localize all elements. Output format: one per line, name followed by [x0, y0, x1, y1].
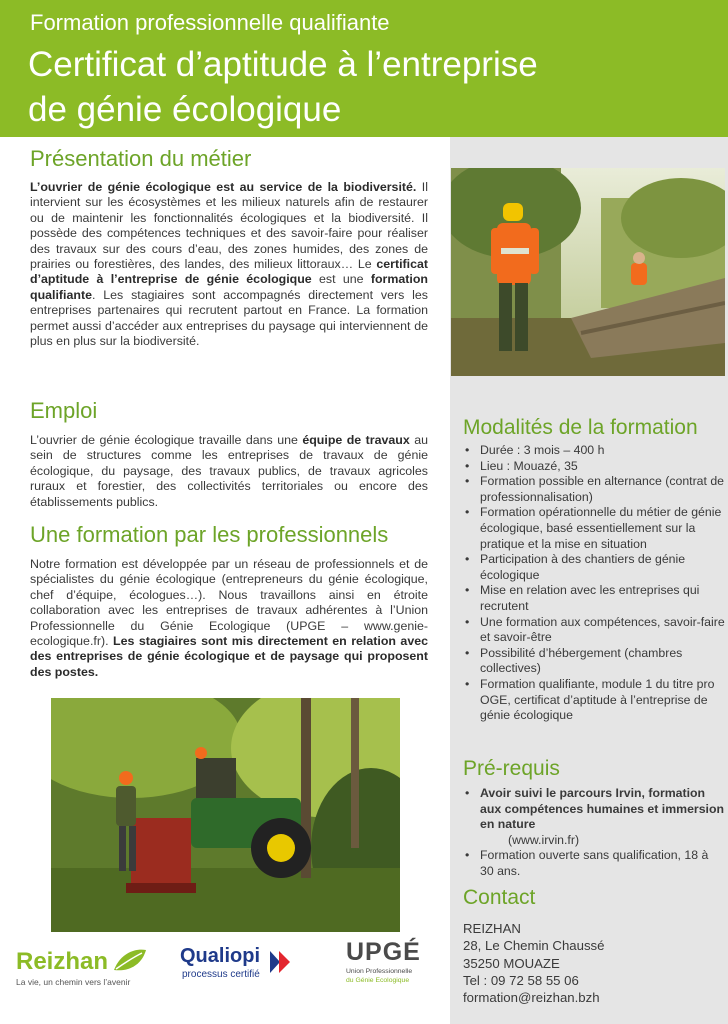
emploi-bold-1: équipe de travaux [302, 433, 410, 447]
contact-name: REIZHAN [463, 921, 521, 936]
list-item: • Formation qualifiante, module 1 du titre pro OGE, certificat d’aptitude à l’entreprise de génie écologique [463, 677, 725, 724]
contact-heading: Contact [463, 886, 536, 909]
qualiopi-arrow-icon [270, 951, 292, 973]
qualiopi-logo [180, 945, 300, 985]
list-item: • Possibilité d’hébergement (chambres collectives) [463, 646, 725, 677]
qualiopi-name: Qualiopi [180, 945, 260, 967]
contact-address-1: 28, Le Chemin Chaussé [463, 938, 605, 954]
title-line-1: Certificat d’aptitude à l’entreprise [28, 45, 538, 84]
upge-name: UPGÉ [346, 938, 421, 966]
presentation-paragraph [30, 180, 428, 349]
prerequis-irvin: Avoir suivi le parcours Irvin, formation aux compétences humaines et immersion en nature [480, 786, 724, 832]
formation-pro-heading: Une formation par les professionnels [30, 522, 389, 547]
list-item: • Une formation aux compétences, savoir-faire et savoir-être [463, 615, 725, 646]
list-item: • Mise en relation avec les entreprises qui recrutent [463, 583, 725, 614]
tractor-forest-photo [51, 698, 400, 932]
list-item: • Lieu : Mouazé, 35 [463, 459, 725, 475]
forestry-worker-photo [451, 168, 725, 376]
qualiopi-tagline: processus certifié [182, 969, 260, 980]
reizhan-name: Reizhan [16, 948, 109, 975]
prerequis-heading: Pré-requis [463, 757, 560, 780]
tractor-forest-illustration [51, 698, 400, 932]
list-item [463, 786, 725, 833]
header-banner [0, 0, 728, 137]
contact-phone[interactable]: Tel : 09 72 58 55 06 [463, 972, 579, 988]
prerequis-list [463, 786, 725, 880]
upge-line-2: du Génie Ecologique [346, 977, 410, 984]
emploi-text-2: au sein de structures comme les entreprises de travaux de génie écologique, du paysage, des travaux publics, de travaux agricoles ruraux et forestier, des collectivités territoriales ou encore des établissements publics. [30, 433, 428, 509]
upge-logo [346, 938, 431, 988]
title-line-2: de génie écologique [28, 90, 342, 129]
page-title [28, 42, 538, 132]
emploi-heading: Emploi [30, 398, 98, 423]
modalites-heading: Modalités de la formation [463, 416, 698, 439]
contact-block [463, 920, 604, 1006]
formation-pro-paragraph [30, 557, 428, 680]
reizhan-tagline: La vie, un chemin vers l’avenir [16, 977, 131, 987]
formation-pro-text: Notre formation est développée par un réseau de professionnels et de spécialistes du génie écologique (entrepreneurs du génie écologique, chef d’équipe, écologues…). Nous travaillons ainsi en étroite collaboration avec les entreprises de travaux adhérentes à l’Union Professionnelle du Génie Ecologique (UPGE – www.genie-ecologique.fr). [30, 557, 428, 649]
list-item: • Formation opérationnelle du métier de génie écologique, basé essentiellement sur la pratique et la mise en situation [463, 505, 725, 552]
emploi-paragraph [30, 433, 428, 510]
presentation-text-2: est une [311, 272, 371, 287]
emploi-text-1: L’ouvrier de génie écologique travaille dans une [30, 433, 303, 447]
presentation-bold-3: formation qualifiante [30, 272, 428, 302]
presentation-text-3: . Les stagiaires sont accompagnés directement vers les entreprises partenaires qui recrutent partout en France. La formation permet aussi d’accéder aux entreprises du paysage qui interviennent de plus en plus sur la biodiversité. [30, 287, 428, 349]
forestry-worker-illustration [451, 168, 725, 376]
upge-line-1: Union Professionnelle [346, 968, 413, 975]
prerequis-irvin-link[interactable]: (www.irvin.fr) [508, 832, 580, 847]
presentation-bold-1: L’ouvrier de génie écologique est au service de la biodiversité. [30, 180, 417, 194]
reizhan-logo [16, 942, 166, 994]
presentation-bold-2: certificat d’aptitude à l’entreprise de génie écologique [30, 257, 428, 287]
header-subtitle: Formation professionnelle qualifiante [30, 10, 390, 35]
presentation-text-1: Il intervient sur les écosystèmes et les milieux naturels afin de restaurer ou de maintenir les fonctionnalités écologiques et la biodiversité. Il possède des compétences techniques et des savoir-faire pour réaliser des travaux sur des cours d’eau, des zones humides, des zones de prairies ou forestières, des landes, des milieux littoraux… Le [30, 180, 428, 272]
list-item: • Durée : 3 mois – 400 h [463, 443, 725, 459]
presentation-heading: Présentation du métier [30, 146, 252, 171]
list-item: • Formation ouverte sans qualification, 18 à 30 ans. [463, 848, 725, 879]
formation-pro-bold: Les stagiaires sont mis directement en relation avec des entreprises de génie écologique et de paysage qui proposent des postes. [30, 634, 429, 679]
contact-address-2: 35250 MOUAZE [463, 955, 560, 971]
modalites-list [463, 443, 725, 724]
contact-email[interactable]: formation@reizhan.bzh [463, 990, 600, 1006]
list-item: • Formation possible en alternance (contrat de professionnalisation) [463, 474, 725, 505]
list-item: • Participation à des chantiers de génie écologique [463, 552, 725, 583]
